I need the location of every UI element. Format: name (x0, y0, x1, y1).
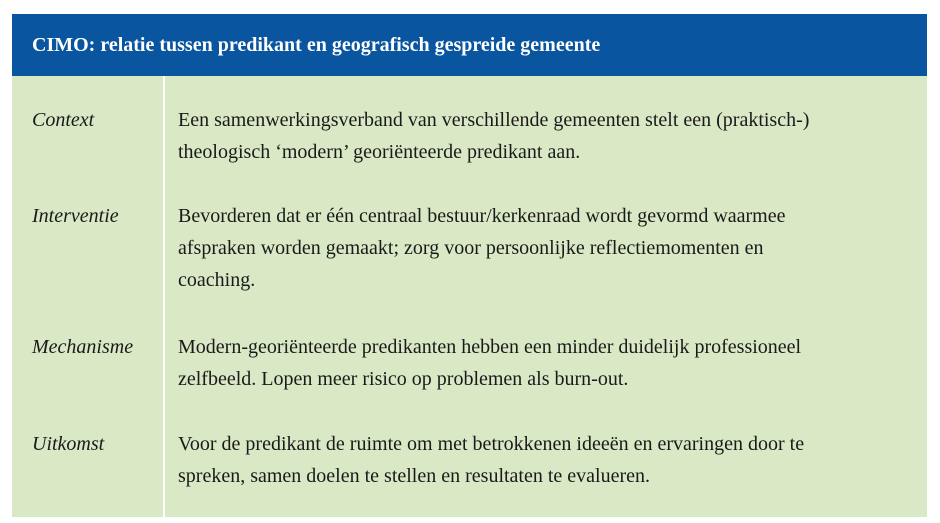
text-line: spreken, samen doelen te stellen en resultaten te evalueren. (178, 465, 651, 487)
text-line: coaching. (178, 269, 256, 291)
cimo-table (12, 14, 927, 517)
row-label: Interventie (32, 205, 119, 227)
row-text (178, 428, 918, 492)
text-line: Een samenwerkingsverband van verschillende gemeenten stelt een (praktisch-) (178, 109, 810, 131)
text-line: theologisch ‘modern’ georiënteerde predikant aan. (178, 141, 581, 163)
text-line: afspraken worden gemaakt; zorg voor persoonlijke reflectiemomenten en (178, 237, 764, 259)
row-label: Context (32, 109, 95, 131)
column-divider (163, 76, 165, 517)
row-text (178, 200, 918, 296)
row-label: Mechanisme (32, 336, 134, 358)
table-title: CIMO: relatie tussen predikant en geografisch gespreide gemeente (12, 14, 927, 76)
row-text (178, 104, 918, 168)
text-line: Voor de predikant de ruimte om met betrokkenen ideeën en ervaringen door te (178, 433, 805, 455)
text-line: zelfbeeld. Lopen meer risico op problemen als burn-out. (178, 368, 629, 390)
row-label: Uitkomst (32, 433, 105, 455)
row-text (178, 331, 918, 395)
text-line: Modern-georiënteerde predikanten hebben een minder duidelijk professioneel (178, 336, 802, 358)
text-line: Bevorderen dat er één centraal bestuur/kerkenraad wordt gevormd waarmee (178, 205, 786, 227)
